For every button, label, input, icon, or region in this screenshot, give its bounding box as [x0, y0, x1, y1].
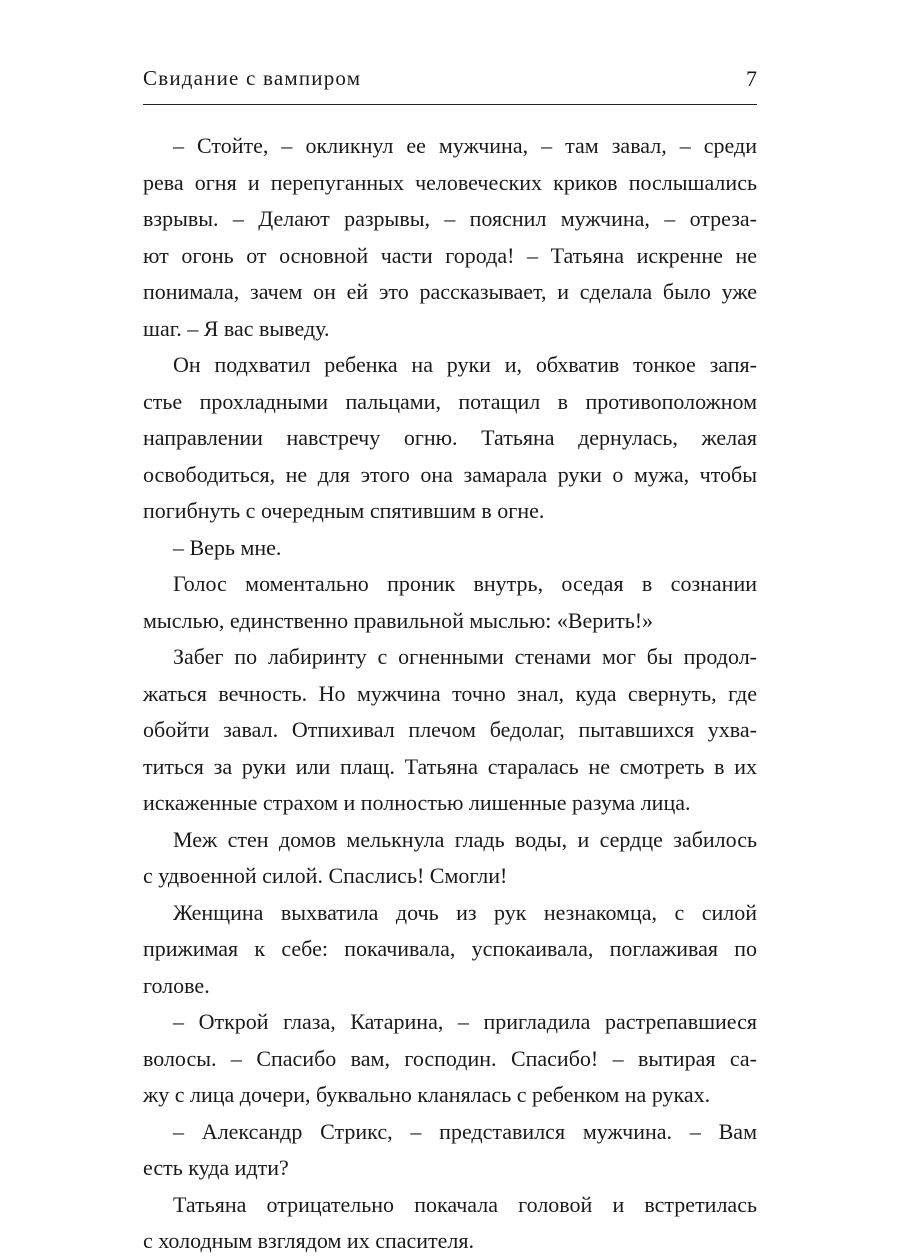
text-line: обойти завал. Отпихивал плечом бедолаг, пытавшихся ухва-: [143, 717, 757, 742]
text-line: рева огня и перепуганных человеческих криков послышались: [143, 169, 757, 195]
text-line: титься за руки или плащ. Татьяна старалась не смотреть в их: [143, 753, 757, 779]
text-line: – Стойте, – окликнул ее мужчина, – там завал, – среди: [173, 133, 757, 158]
text-line: жу с лица дочери, буквально кланялась с ребенком на руках.: [143, 1082, 711, 1107]
running-header: [143, 66, 757, 102]
text-line: понимала, зачем он ей это рассказывает, и сделала было уже: [143, 279, 757, 304]
text-line: жаться вечность. Но мужчина точно знал, куда свернуть, где: [143, 680, 757, 706]
text-line: взрывы. – Делают разрывы, – пояснил мужчина, – отреза-: [143, 206, 757, 231]
text-line: искаженные страхом и полностью лишенные разума лица.: [143, 790, 691, 815]
text-line: Забег по лабиринту с огненными стенами мог бы продол-: [173, 644, 757, 669]
text-line: шаг. – Я вас выведу.: [143, 315, 330, 341]
body-text: [143, 128, 757, 1260]
text-line: Меж стен домов мелькнула гладь воды, и сердце забилось: [173, 826, 757, 852]
text-line: Он подхватил ребенка на руки и, обхватив тонкое запя-: [173, 352, 757, 377]
text-line: Голос моментально проник внутрь, оседая в сознании: [173, 571, 757, 596]
running-title: Свидание с вампиром: [143, 66, 362, 90]
text-line: мыслью, единственно правильной мыслью: «Верить!»: [143, 607, 654, 633]
text-line: волосы. – Спасибо вам, господин. Спасибо! – вытирая са-: [143, 1045, 757, 1071]
text-line: – Александр Стрикс, – представился мужчина. – Вам: [173, 1118, 757, 1144]
text-line: Женщина выхватила дочь из рук незнакомца, с силой: [173, 899, 757, 925]
text-line: прижимая к себе: покачивала, успокаивала, поглаживая по: [143, 936, 757, 961]
page-number: 7: [746, 66, 757, 91]
text-line: с холодным взглядом их спасителя.: [143, 1228, 475, 1253]
text-line: с удвоенной силой. Спаслись! Смогли!: [143, 863, 508, 888]
text-line: – Открой глаза, Катарина, – пригладила растрепавшиеся: [173, 1009, 757, 1034]
text-line: направлении навстречу огню. Татьяна дернулась, желая: [143, 425, 757, 450]
text-line: есть куда идти?: [143, 1155, 289, 1180]
text-line: Татьяна отрицательно покачала головой и встретилась: [173, 1191, 757, 1217]
text-line: стье прохладными пальцами, потащил в противоположном: [143, 388, 757, 414]
text-line: голове.: [143, 972, 210, 998]
text-line: ют огонь от основной части города! – Татьяна искренне не: [143, 242, 757, 268]
header-rule: [143, 104, 757, 105]
text-line: – Верь мне.: [173, 534, 282, 560]
text-line: погибнуть с очередным спятившим в огне.: [143, 498, 545, 523]
text-line: освободиться, не для этого она замарала руки о мужа, чтобы: [143, 461, 757, 487]
